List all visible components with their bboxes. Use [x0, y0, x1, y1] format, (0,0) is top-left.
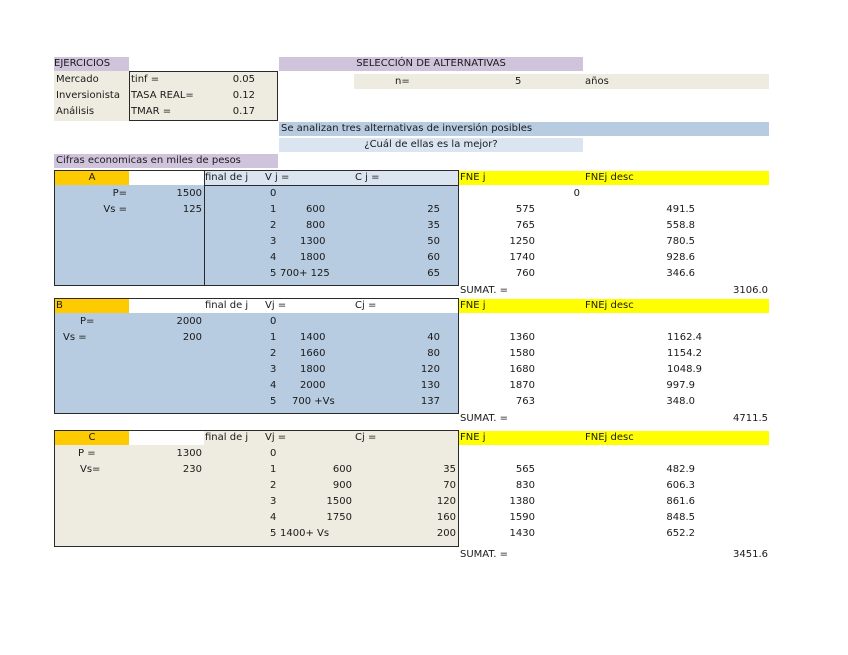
section-b-j2: 2 [270, 348, 277, 359]
section-a-j1: 1 [270, 204, 277, 215]
section-a-final-label: final de j [205, 172, 249, 183]
label-mercado: Mercado [56, 74, 99, 85]
section-a-cj3: 50 [427, 236, 440, 247]
section-b-cj-label: Cj = [355, 300, 377, 311]
section-a-cj1: 25 [427, 204, 440, 215]
section-c-cj4: 160 [436, 512, 456, 523]
section-c-cj-label: Cj = [355, 432, 377, 443]
section-c-fned5: 652.2 [666, 528, 695, 539]
section-c-fne5: 1430 [509, 528, 535, 539]
section-c-cj5: 200 [436, 528, 456, 539]
cifras-label: Cifras economicas en miles de pesos [54, 154, 278, 168]
section-b-p-value: 2000 [176, 316, 202, 327]
section-c-j3: 3 [270, 496, 277, 507]
section-c-fned-label: FNEj desc [585, 432, 634, 443]
section-a-j3: 3 [270, 236, 277, 247]
section-c-fne-label: FNE j [460, 432, 486, 443]
section-c-fne2: 830 [515, 480, 535, 491]
section-b-j0: 0 [270, 316, 277, 327]
section-b-fne-label: FNE j [460, 300, 486, 311]
rate-key-tmar: TMAR = [131, 106, 172, 117]
section-a-name: A [55, 171, 129, 185]
section-a-fned3: 780.5 [666, 236, 695, 247]
section-c-white-cell [129, 431, 204, 445]
section-c-vj-label: Vj = [265, 432, 287, 443]
section-c-vs-label: Vs= [80, 464, 101, 475]
section-c-j4: 4 [270, 512, 277, 523]
section-a-fned5: 346.6 [666, 268, 695, 279]
section-b-j4: 4 [270, 380, 277, 391]
section-c-vs-value: 230 [182, 464, 202, 475]
section-c-j2: 2 [270, 480, 277, 491]
section-b-cj4: 130 [420, 380, 440, 391]
section-b-p-label: P= [80, 316, 95, 327]
section-b-vj2: 1660 [300, 348, 326, 359]
rate-value-tinf: 0.05 [232, 74, 255, 85]
section-b-fne4: 1870 [509, 380, 535, 391]
section-a-fne4: 1740 [509, 252, 535, 263]
ejercicios-label: EJERCICIOS [54, 57, 129, 71]
section-c-fned3: 861.6 [666, 496, 695, 507]
section-b-fned5: 348.0 [666, 396, 695, 407]
section-a-p-label: P= [112, 188, 127, 199]
section-b-fned-label: FNEj desc [585, 300, 634, 311]
section-a-j5: 5 [270, 268, 277, 279]
section-c-vj1: 600 [332, 464, 352, 475]
section-a-fne2: 765 [515, 220, 535, 231]
section-b-fne2: 1580 [509, 348, 535, 359]
section-b-vj3: 1800 [300, 364, 326, 375]
section-a-vs-label: Vs = [103, 204, 127, 215]
section-b-cj2: 80 [427, 348, 440, 359]
section-b-cj3: 120 [420, 364, 440, 375]
section-b-cj5: 137 [420, 396, 440, 407]
section-b-j3: 3 [270, 364, 277, 375]
section-a-j0: 0 [270, 188, 277, 199]
section-b-fned2: 1154.2 [667, 348, 702, 359]
section-a-fne3: 1250 [509, 236, 535, 247]
section-a-fne-label: FNE j [460, 172, 486, 183]
section-b-sumat-value: 4711.5 [733, 413, 768, 424]
section-b-vj5: 700 +Vs [292, 396, 335, 407]
section-c-final-label: final de j [205, 432, 249, 443]
section-b-final-label: final de j [205, 300, 249, 311]
section-b-sumat-label: SUMAT. = [460, 413, 509, 424]
section-a-fne1: 575 [515, 204, 535, 215]
section-b-fned3: 1048.9 [667, 364, 702, 375]
section-c-sumat-value: 3451.6 [733, 549, 768, 560]
section-c-vj2: 900 [332, 480, 352, 491]
section-c-fne4: 1590 [509, 512, 535, 523]
section-b-vs-label: Vs = [63, 332, 87, 343]
section-b-vs-value: 200 [182, 332, 202, 343]
section-a-fned4: 928.6 [666, 252, 695, 263]
section-a-divider [204, 171, 205, 285]
label-inversionista: Inversionista [56, 90, 120, 101]
section-a-sumat-label: SUMAT. = [460, 285, 509, 296]
section-b-fne5: 763 [515, 396, 535, 407]
section-a-sumat-value: 3106.0 [733, 285, 768, 296]
section-b-j5: 5 [270, 396, 277, 407]
section-a-fned-label: FNEj desc [585, 172, 634, 183]
section-c-p-label: P = [78, 448, 96, 459]
section-c-vj5: 1400+ Vs [280, 528, 330, 539]
section-c-j0: 0 [270, 448, 277, 459]
section-b-fne3: 1680 [509, 364, 535, 375]
section-c-box [54, 430, 459, 547]
section-a-cj2: 35 [427, 220, 440, 231]
n-row-background [354, 74, 769, 89]
section-a-header-line [204, 185, 458, 186]
section-b-fne1: 1360 [509, 332, 535, 343]
anios-label: años [585, 76, 609, 87]
section-b-vj4: 2000 [300, 380, 326, 391]
section-c-fned1: 482.9 [666, 464, 695, 475]
rate-key-tinf: tinf = [131, 74, 160, 85]
section-a-cj4: 60 [427, 252, 440, 263]
section-c-p-value: 1300 [176, 448, 202, 459]
seleccion-title: SELECCIÓN DE ALTERNATIVAS [279, 57, 583, 71]
section-c-fned2: 606.3 [666, 480, 695, 491]
section-a-vs-value: 125 [182, 204, 202, 215]
section-a-vj4: 1800 [300, 252, 326, 263]
section-c-fne1: 565 [515, 464, 535, 475]
section-a-j2: 2 [270, 220, 277, 231]
section-b-fned4: 997.9 [666, 380, 695, 391]
section-a-vj5: 700+ 125 [280, 268, 330, 279]
section-b-j1: 1 [270, 332, 277, 343]
section-c-cj1: 35 [443, 464, 456, 475]
section-c-cj2: 70 [443, 480, 456, 491]
n-value: 5 [515, 76, 522, 87]
n-label: n= [395, 76, 410, 87]
section-c-sumat-label: SUMAT. = [460, 549, 509, 560]
section-a-fne0: 0 [573, 188, 580, 199]
section-c-j5: 5 [270, 528, 277, 539]
section-a-j4: 4 [270, 252, 277, 263]
section-b-cj1: 40 [427, 332, 440, 343]
section-c-fne3: 1380 [509, 496, 535, 507]
section-a-cj-label: C j = [355, 172, 380, 183]
label-analisis: Análisis [56, 106, 95, 117]
rate-value-tmar: 0.17 [232, 106, 255, 117]
section-a-vj3: 1300 [300, 236, 326, 247]
section-a-p-value: 1500 [176, 188, 202, 199]
section-a-fne5: 760 [515, 268, 535, 279]
section-b-vj-label: Vj = [265, 300, 287, 311]
section-b-fned1: 1162.4 [667, 332, 702, 343]
section-a-vj1: 600 [306, 204, 326, 215]
section-a-white-cell [129, 171, 204, 185]
section-b-header-band [129, 299, 458, 313]
section-a-vj2: 800 [306, 220, 326, 231]
rate-value-real: 0.12 [232, 90, 255, 101]
section-b-name: B [55, 299, 129, 313]
section-a-fned2: 558.8 [666, 220, 695, 231]
section-a-fned1: 491.5 [666, 204, 695, 215]
analizan-text: Se analizan tres alternativas de inversión posibles [279, 122, 769, 136]
section-a-cj5: 65 [427, 268, 440, 279]
section-c-cj3: 120 [436, 496, 456, 507]
section-c-fned4: 848.5 [666, 512, 695, 523]
section-c-j1: 1 [270, 464, 277, 475]
section-b-vj1: 1400 [300, 332, 326, 343]
section-c-vj3: 1500 [326, 496, 352, 507]
section-c-name: C [55, 431, 129, 445]
section-a-vj-label: V j = [265, 172, 290, 183]
pregunta-text: ¿Cuál de ellas es la mejor? [279, 138, 583, 152]
section-c-vj4: 1750 [326, 512, 352, 523]
rate-key-real: TASA REAL= [131, 90, 194, 101]
